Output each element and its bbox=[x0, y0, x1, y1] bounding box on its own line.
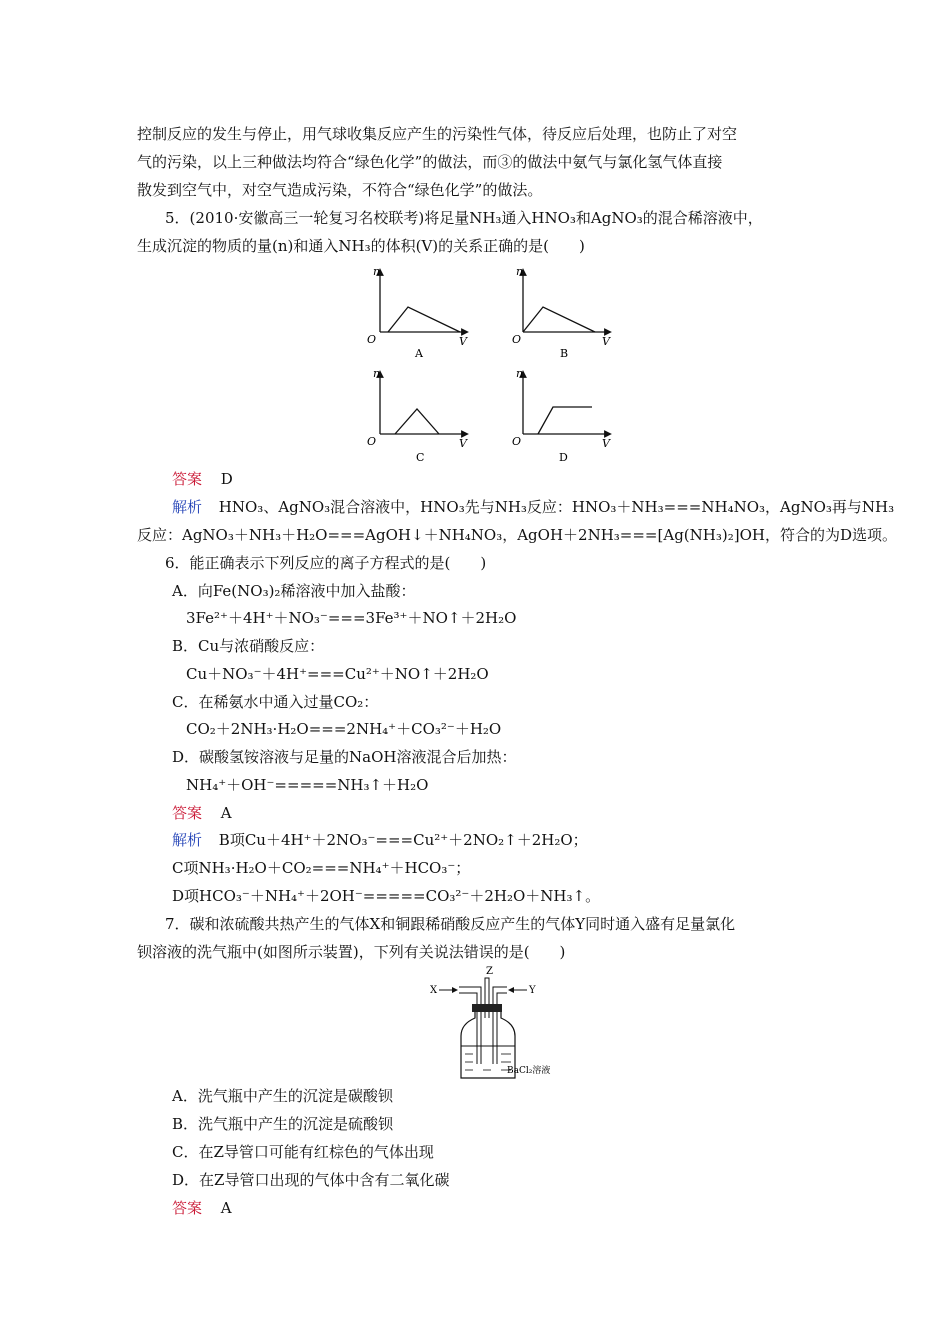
q7-option-a: A．洗气瓶中产生的沉淀是碳酸钡 bbox=[172, 1087, 393, 1105]
graph-a-curve bbox=[388, 307, 460, 332]
bacl2-solution-label: BaCl₂溶液 bbox=[507, 1066, 551, 1076]
q7-option-c: C．在Z导管口可能有红棕色的气体出现 bbox=[172, 1143, 434, 1161]
q6-stem: 6．能正确表示下列反应的离子方程式的是( ) bbox=[165, 554, 487, 572]
graph-d-curve bbox=[538, 407, 592, 434]
graph-d-n-label: n bbox=[516, 367, 524, 380]
q6-answer bbox=[172, 803, 232, 823]
q7-answer-label: 答案 bbox=[172, 1199, 203, 1217]
graph-b bbox=[512, 265, 611, 360]
graph-b-origin-label: O bbox=[512, 333, 522, 346]
q6-analysis-label: 解析 bbox=[172, 831, 203, 849]
z-outlet-label: Z bbox=[486, 966, 493, 977]
graph-b-n-label: n bbox=[516, 265, 524, 278]
q7-stem-line-1: 7．碳和浓硫酸共热产生的气体X和铜跟稀硝酸反应产生的气体Y同时通入盛有足量氯化 bbox=[165, 915, 736, 933]
graph-a-v-label: V bbox=[459, 335, 467, 348]
q7-answer-value: A bbox=[220, 1199, 232, 1217]
q6-equation-a: 3Fe²⁺＋4H⁺＋NO₃⁻===3Fe³⁺＋NO↑＋2H₂O bbox=[186, 609, 517, 627]
graph-a bbox=[367, 265, 468, 360]
graph-a-caption: A bbox=[415, 347, 423, 360]
graph-d-v-label: V bbox=[602, 437, 610, 450]
graph-c-v-label: V bbox=[459, 437, 467, 450]
q7-option-b: B．洗气瓶中产生的沉淀是硫酸钡 bbox=[172, 1115, 394, 1133]
q5-answer bbox=[172, 469, 233, 489]
q7-option-d: D．在Z导管口出现的气体中含有二氧化碳 bbox=[172, 1171, 450, 1189]
graph-a-origin-label: O bbox=[367, 333, 377, 346]
q6-option-d: D．碳酸氢铵溶液与足量的NaOH溶液混合后加热： bbox=[172, 748, 517, 766]
y-gas-label: Y bbox=[529, 985, 536, 996]
graph-b-v-label: V bbox=[602, 335, 610, 348]
x-gas-label: X bbox=[430, 985, 438, 996]
q5-analysis-line-2: 反应：AgNO₃＋NH₃＋H₂O===AgOH↓＋NH₄NO₃，AgOH＋2NH₃===[Ag(NH₃)₂]OH，符合的为D选项。 bbox=[137, 526, 897, 544]
q5-analysis-text-1: HNO₃、AgNO₃混合溶液中，HNO₃先与NH₃反应：HNO₃＋NH₃===NH₄NO₃，AgNO₃再与NH₃ bbox=[218, 498, 895, 516]
gas-washing-bottle-figure bbox=[425, 966, 565, 1082]
q7-stem-line-2: 钡溶液的洗气瓶中(如图所示装置)，下列有关说法错误的是( ) bbox=[137, 943, 566, 961]
graph-c-n-label: n bbox=[373, 367, 381, 380]
q5-stem-line-2: 生成沉淀的物质的量(n)和通入NH₃的体积(V)的关系正确的是( ) bbox=[137, 237, 585, 255]
q6-equation-d: NH₄⁺＋OH⁻=====NH₃↑＋H₂O bbox=[186, 776, 429, 794]
graph-d-caption: D bbox=[559, 451, 568, 464]
graph-c-curve bbox=[395, 409, 439, 434]
q7-answer bbox=[172, 1198, 232, 1218]
q6-answer-label: 答案 bbox=[172, 804, 203, 822]
q6-analysis-line-1 bbox=[172, 830, 588, 850]
graph-c-caption: C bbox=[416, 451, 425, 464]
graph-b-curve bbox=[523, 307, 595, 332]
q5-answer-label: 答案 bbox=[172, 470, 203, 488]
q6-analysis-line-2: C项NH₃·H₂O＋CO₂===NH₄⁺＋HCO₃⁻； bbox=[172, 859, 471, 877]
graph-c-origin-label: O bbox=[367, 435, 377, 448]
q6-option-a: A．向Fe(NO₃)₂稀溶液中加入盐酸： bbox=[172, 582, 416, 600]
graph-c bbox=[367, 367, 468, 464]
q6-answer-value: A bbox=[220, 804, 232, 822]
graph-b-caption: B bbox=[560, 347, 569, 360]
intro-line-2: 气的污染，以上三种做法均符合“绿色化学”的做法，而③的做法中氨气与氯化氢气体直接 bbox=[137, 153, 723, 171]
q6-equation-c: CO₂＋2NH₃·H₂O===2NH₄⁺＋CO₃²⁻＋H₂O bbox=[186, 720, 502, 738]
q5-graphs-figure bbox=[360, 262, 620, 466]
graph-a-n-label: n bbox=[373, 265, 381, 278]
intro-line-1: 控制反应的发生与停止，用气球收集反应产生的污染性气体，待反应后处理，也防止了对空 bbox=[137, 125, 738, 143]
bottle-stopper bbox=[472, 1004, 502, 1012]
intro-line-3: 散发到空气中，对空气造成污染，不符合“绿色化学”的做法。 bbox=[137, 181, 543, 199]
q5-analysis-label: 解析 bbox=[172, 498, 203, 516]
q5-stem-line-1: 5．(2010·安徽高三一轮复习名校联考)将足量NH₃通入HNO₃和AgNO₃的混合稀溶液中， bbox=[165, 209, 763, 227]
q6-analysis-line-3: D项HCO₃⁻＋NH₄⁺＋2OH⁻=====CO₃²⁻＋2H₂O＋NH₃↑。 bbox=[172, 887, 601, 905]
q6-analysis-text-1: B项Cu＋4H⁺＋2NO₃⁻===Cu²⁺＋2NO₂↑＋2H₂O； bbox=[218, 831, 588, 849]
q5-analysis-line-1 bbox=[172, 497, 894, 517]
q6-option-c: C．在稀氨水中通入过量CO₂： bbox=[172, 693, 379, 711]
q6-option-b: B．Cu与浓硝酸反应： bbox=[172, 637, 325, 655]
graph-d bbox=[512, 367, 611, 464]
q5-answer-value: D bbox=[220, 470, 233, 488]
q6-equation-b: Cu＋NO₃⁻＋4H⁺===Cu²⁺＋NO↑＋2H₂O bbox=[186, 665, 489, 683]
graph-d-origin-label: O bbox=[512, 435, 522, 448]
